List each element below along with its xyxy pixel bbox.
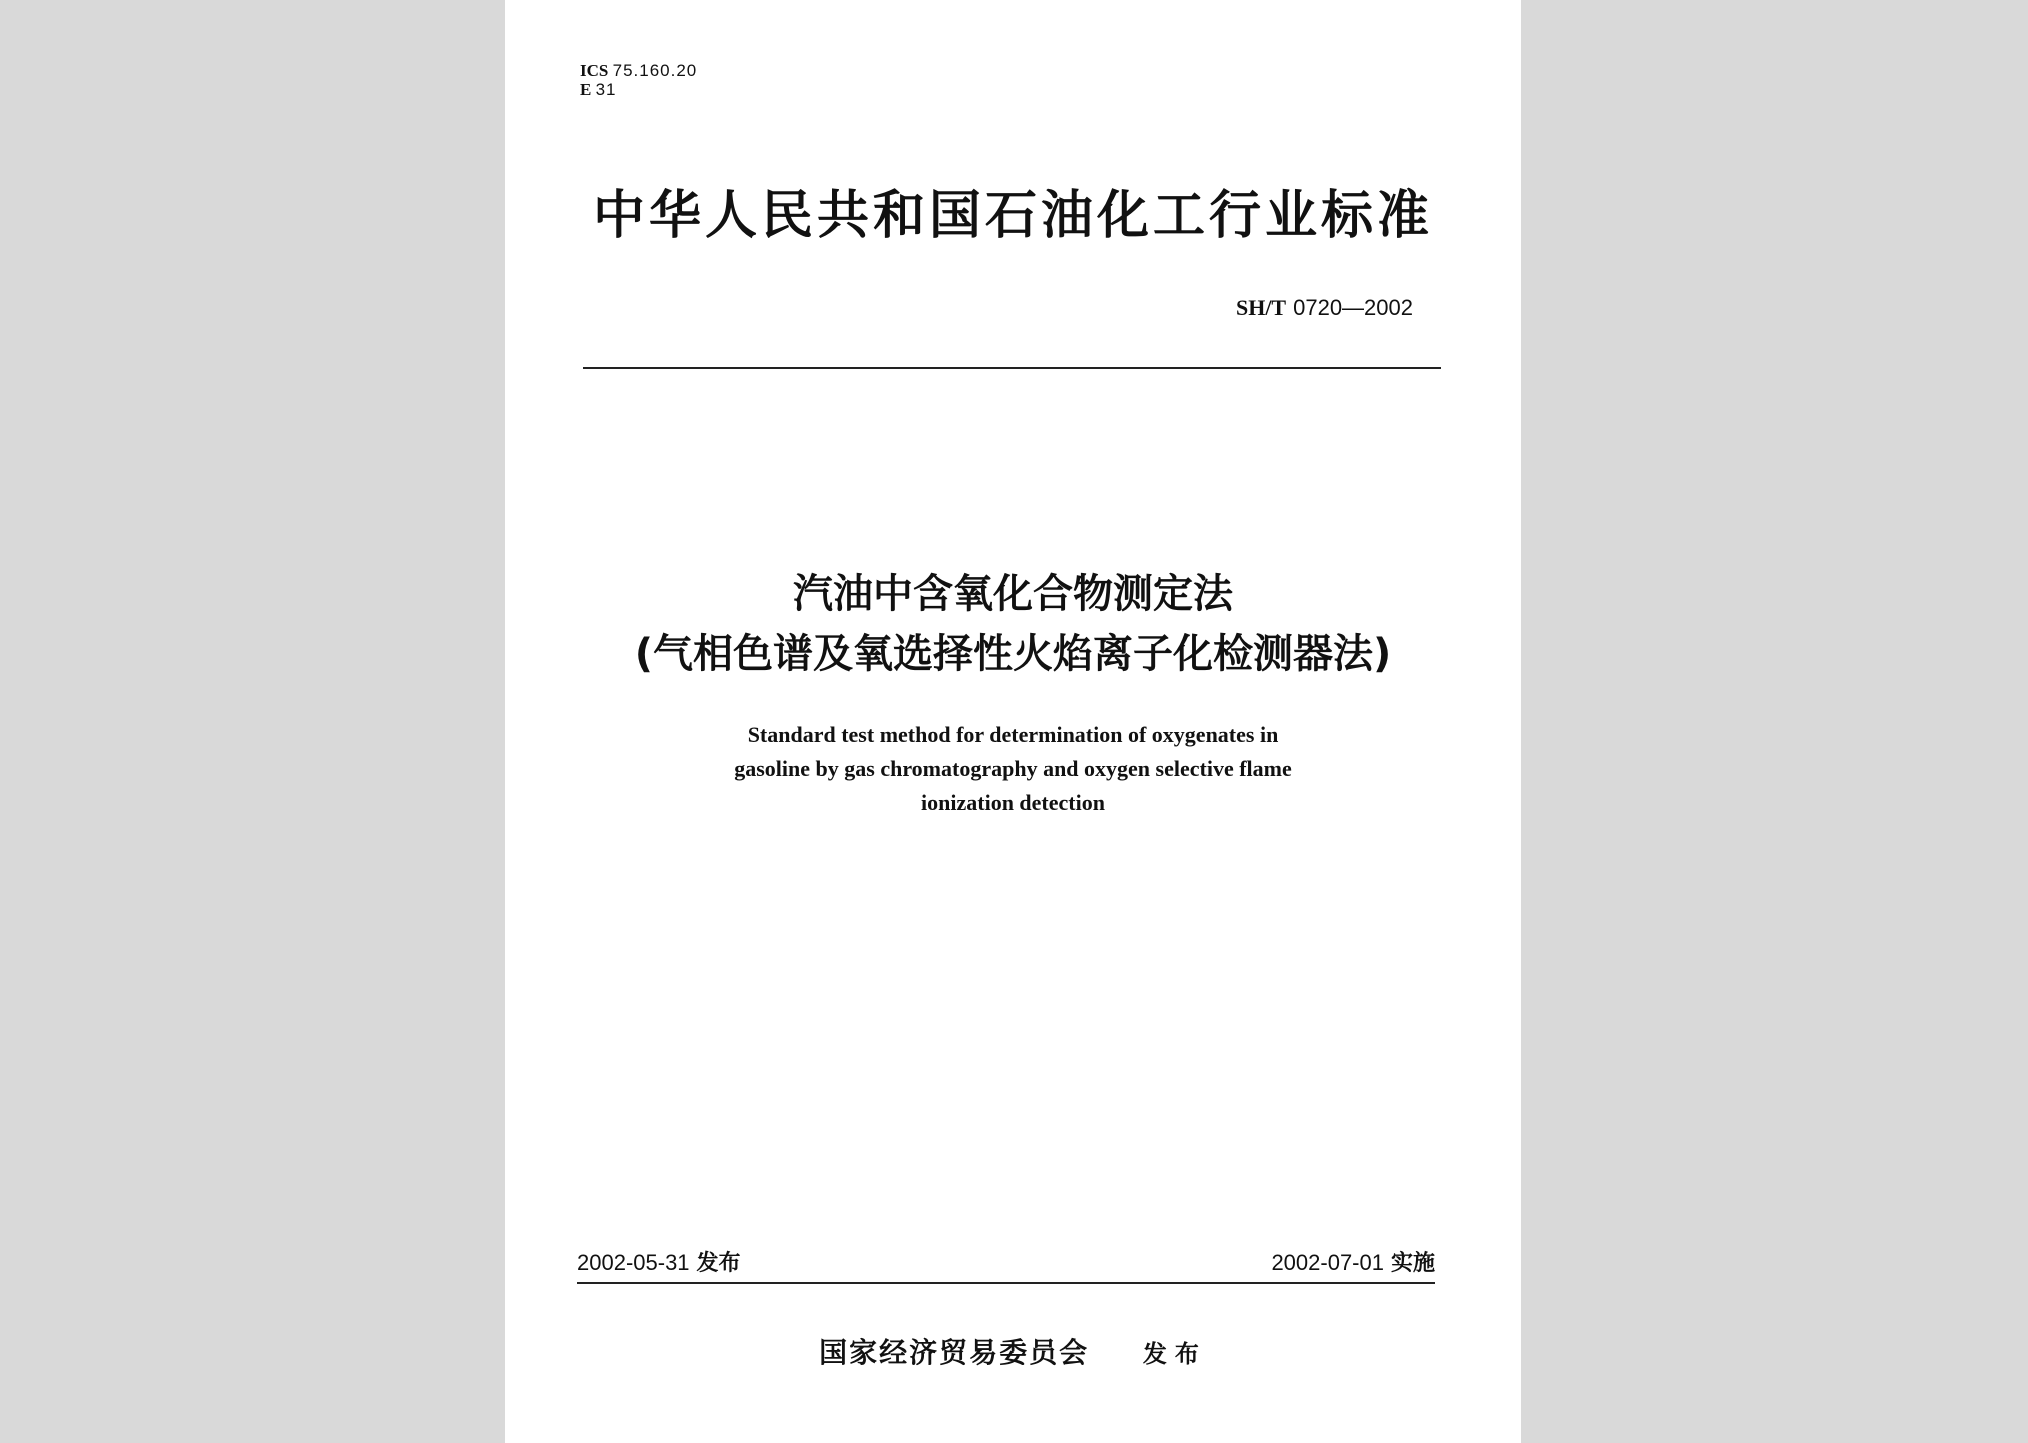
implementation-date: 2002-07-01 <box>1271 1250 1384 1275</box>
standard-number <box>1236 294 1413 323</box>
issuer-organization: 国家经济贸易委员会 <box>819 1336 1090 1369</box>
ics-label: ICS <box>580 61 609 80</box>
title-english-line-1: Standard test method for determination of oxygenates in <box>747 722 1279 747</box>
title-chinese-line-2: (气相色谱及氧选择性火焰离子化检测器法) <box>634 631 1392 677</box>
title-english <box>505 718 1521 820</box>
issue-label: 发布 <box>696 1251 741 1276</box>
industry-standard-title: 中华人民共和国石油化工行业标准 <box>592 186 1433 246</box>
issuer <box>505 1333 1521 1374</box>
issuer-action: 发布 <box>1142 1340 1207 1368</box>
issue-date: 2002-05-31 <box>577 1250 690 1275</box>
issue-date-group <box>577 1248 741 1279</box>
ccs-label: E <box>580 80 592 99</box>
ccs-code: 31 <box>595 80 617 99</box>
title-english-line-2: gasoline by gas chromatography and oxygen selective flame <box>734 756 1292 781</box>
implementation-date-group <box>1271 1248 1435 1279</box>
implementation-label: 实施 <box>1390 1251 1435 1276</box>
ics-classification <box>580 61 697 81</box>
title-english-line-3: ionization detection <box>921 790 1105 815</box>
bottom-divider <box>577 1282 1435 1284</box>
standard-prefix: SH/T <box>1235 295 1287 320</box>
top-divider <box>583 367 1441 369</box>
title-chinese-line-1: 汽油中含氧化合物测定法 <box>793 571 1233 617</box>
ics-code: 75.160.20 <box>612 61 698 80</box>
standard-code: 0720—2002 <box>1293 295 1413 320</box>
document-page <box>505 0 1521 1443</box>
ccs-classification <box>580 80 617 100</box>
